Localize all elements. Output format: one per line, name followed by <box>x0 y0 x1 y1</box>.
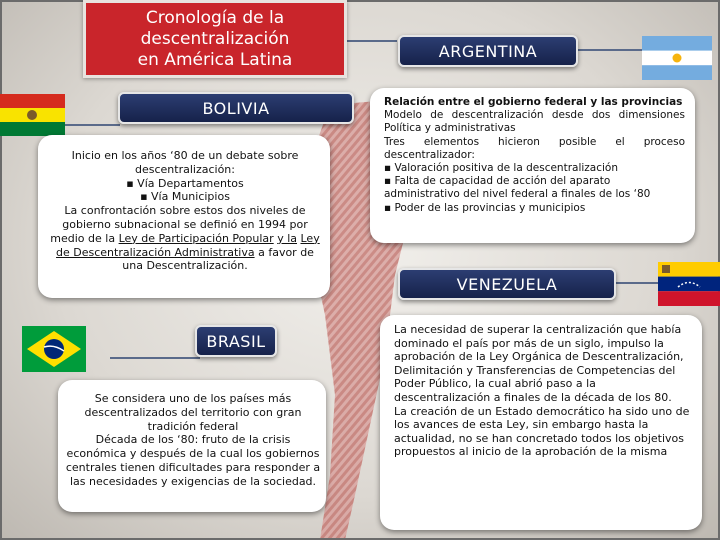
venezuela-flag <box>658 262 720 306</box>
argentina-label <box>398 35 578 67</box>
argentina-text <box>384 96 685 215</box>
brasil-text <box>64 392 322 489</box>
argentina-bullet-3: ▪ Poder de las provincias y municipios <box>384 201 586 214</box>
venezuela-card <box>380 315 702 530</box>
venezuela-label-text: VENEZUELA <box>456 274 558 294</box>
argentina-card <box>370 88 695 243</box>
argentina-bullet-2: ▪ Falta de capacidad de acción del aparato administrativo del nivel federal a finales de los ‘80 <box>384 175 651 201</box>
law-participacion-popular: Ley de Participación Popular <box>118 231 274 245</box>
bolivia-label-text: BOLIVIA <box>202 98 270 118</box>
brazil-flag <box>22 326 86 372</box>
argentina-text-1: Modelo de descentralización desde dos dimensiones Política y administrativas <box>384 109 685 135</box>
argentina-flag <box>642 36 712 80</box>
bolivia-intro: Inicio en los años ‘80 de un debate sobre descentralización: <box>71 149 299 176</box>
argentina-bullet-1: ▪ Valoración positiva de la descentralización <box>384 162 619 175</box>
bolivia-label <box>118 92 354 124</box>
title-box <box>83 0 347 78</box>
venezuela-label <box>398 268 616 300</box>
brasil-label-text: BRASIL <box>206 331 266 351</box>
law-descentralizacion-administrativa: Ley de Descentralización Administrativa <box>56 231 320 259</box>
venezuela-text-1: La necesidad de superar la centralización que había dominado el país por más de un siglo, impulso la aprobación de la Ley Orgánica de Descentralización, Delimitación y Transferencias de Competencias del Poder Público, la cual abrió paso a la descentralización a finales de la década de los 80. <box>394 323 684 404</box>
argentina-label-text: ARGENTINA <box>438 41 538 61</box>
argentina-text-2: Tres elementos hicieron posible el proceso descentralizador: <box>384 135 685 161</box>
bolivia-bullet-2: ▪ Vía Municipios <box>140 190 230 204</box>
venezuela-text-2: La creación de un Estado democrático ha sido uno de los avances de esta Ley, sin embargo hasta la actualidad, no se han concretado todos los objetivos propuestos al inicio de la aprobación de la misma <box>394 404 690 459</box>
connector-line <box>575 49 645 51</box>
bolivia-text <box>48 149 322 273</box>
connector-line <box>347 40 397 42</box>
page-title: Cronología de la descentralización en América Latina <box>137 7 293 70</box>
bolivia-card <box>38 135 330 298</box>
bolivia-body: La confrontación sobre estos dos niveles de gobierno subnacional se definió en 1994 por medio de la Ley de Participación Popular y la Ley de Descentralización Administrativa a favor de una Descentralización. <box>50 204 320 273</box>
argentina-heading: Relación entre el gobierno federal y las provincias <box>384 96 683 108</box>
brasil-label <box>195 325 277 357</box>
brasil-card <box>58 380 326 512</box>
brasil-text-2: Década de los ‘80: fruto de la crisis económica y después de la cual los gobiernos centrales tienen dificultades para responder a las necesidades y exigencias de la sociedad. <box>65 433 321 488</box>
bolivia-flag <box>0 94 65 136</box>
connector-line <box>110 357 200 359</box>
bolivia-bullet-1: ▪ Vía Departamentos <box>126 176 244 190</box>
venezuela-text <box>394 323 692 459</box>
brasil-text-1: Se considera uno de los países más descentralizados del territorio con gran tradición federal <box>84 392 302 433</box>
